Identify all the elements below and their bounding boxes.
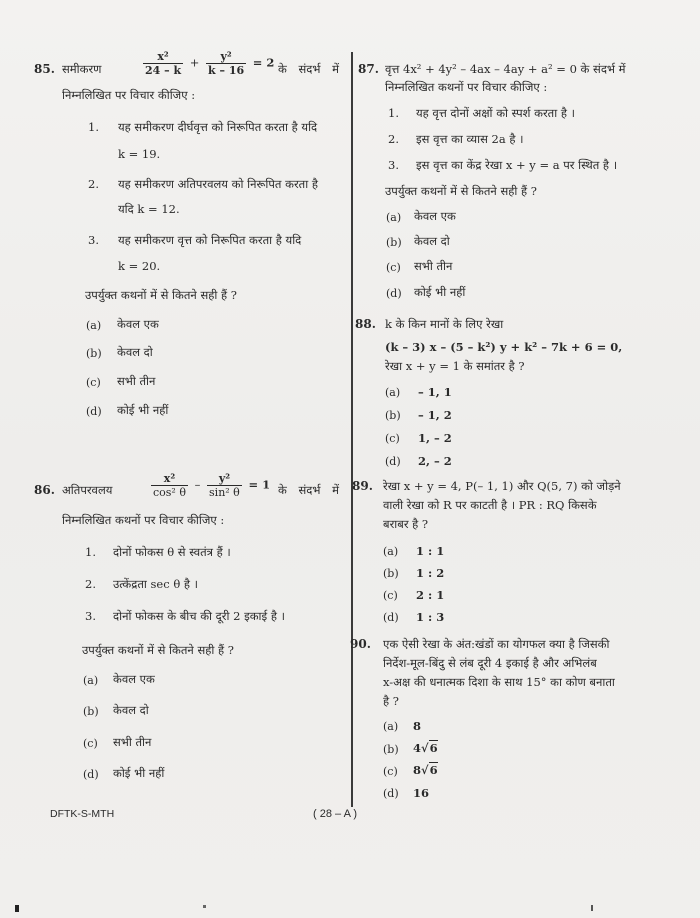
question-text-line: x-अक्ष की धनात्मक दिशा के साथ 15° का कोण बनाता (383, 675, 615, 689)
statement-number: 2. (88, 177, 99, 191)
option-b[interactable]: 4√6 (413, 741, 438, 755)
statement-number: 2. (85, 577, 96, 591)
option-letter: (d) (83, 768, 99, 781)
option-letter: (a) (383, 720, 399, 733)
option-c[interactable]: सभी तीन (414, 259, 453, 273)
option-letter: (d) (86, 405, 102, 418)
option-letter: (c) (383, 589, 398, 602)
question-text-line: वाली रेखा को R पर काटती है । PR : RQ किसके (383, 498, 597, 512)
fraction: $\frac{\text{x²}}{\text{cos² θ}}$ (153, 472, 186, 499)
question-number: 90. (350, 637, 371, 651)
question-prompt: उपर्युक्त कथनों में से कितने सही हैं ? (385, 184, 537, 198)
option-letter: (b) (383, 743, 399, 756)
fraction: $\frac{\text{y²}}{k - 16}$ (208, 50, 245, 77)
question-text-line: एक ऐसी रेखा के अंत:खंडों का योगफल क्या है जिसकी (383, 637, 610, 651)
statement-text: उत्केंद्रता sec θ है । (113, 577, 199, 591)
paper-code: DFTK-S-MTH (50, 808, 115, 820)
sqrt-symbol: √ (421, 741, 429, 755)
question-intro-line: निम्नलिखित कथनों पर विचार कीजिए : (385, 80, 548, 94)
option-b[interactable]: केवल दो (113, 703, 149, 717)
scan-mark (15, 905, 19, 912)
option-b[interactable]: 1 : 2 (416, 566, 445, 580)
question-number: 85. (34, 62, 55, 76)
page-number: ( 28 – A ) (313, 808, 358, 820)
option-c[interactable]: 8√6 (413, 763, 438, 777)
option-letter: (b) (86, 347, 102, 360)
option-a[interactable]: केवल एक (414, 209, 456, 223)
question-intro-line: निम्नलिखित कथनों पर विचार कीजिए : (62, 513, 225, 527)
option-letter: (d) (383, 611, 399, 624)
statement-number: 1. (388, 106, 399, 120)
question-intro-prefix: अतिपरवलय (62, 483, 113, 497)
option-b[interactable]: – 1, 2 (418, 408, 452, 422)
option-d[interactable]: 2, – 2 (418, 454, 452, 468)
statement-text: इस वृत्त का केंद्र रेखा x + y = a पर स्थित है । (416, 158, 618, 172)
statement-text: k = 20. (118, 259, 161, 273)
question-number: 89. (352, 479, 373, 493)
statement-text: यदि k = 12. (118, 202, 180, 216)
statement-text: यह समीकरण दीर्घवृत्त को निरूपित करता है यदि (118, 120, 318, 134)
question-number: 87. (358, 62, 379, 76)
option-letter: (a) (83, 674, 99, 687)
option-letter: (a) (385, 386, 401, 399)
statement-number: 3. (85, 609, 96, 623)
question-text-line: है ? (383, 694, 399, 708)
statement-text: दोनों फोकस के बीच की दूरी 2 इकाई है । (113, 609, 285, 623)
option-letter: (b) (386, 236, 402, 249)
question-text-line: निर्देश-मूल-बिंदु से लंब दूरी 4 इकाई है और अभिलंब (383, 656, 597, 670)
option-d[interactable]: 16 (413, 786, 430, 800)
equation: $\frac{\text{x²}}{24 - k}$ + $\frac{\text{y²}}{k - 16}$ = 2 (145, 50, 275, 77)
option-letter: (b) (383, 567, 399, 580)
option-b[interactable]: केवल दो (117, 345, 153, 359)
statement-text: यह समीकरण अतिपरवलय को निरूपित करता है (118, 177, 318, 191)
option-a[interactable]: 1 : 1 (416, 544, 445, 558)
option-d[interactable]: कोई भी नहीं (414, 285, 466, 299)
option-c[interactable]: 2 : 1 (416, 588, 445, 602)
option-letter: (b) (385, 409, 401, 422)
question-intro-line: वृत्त 4x² + 4y² – 4ax – 4ay + a² = 0 के संदर्भ में (385, 62, 626, 76)
question-text-line: रेखा x + y = 1 के समांतर है ? (385, 359, 525, 373)
option-c[interactable]: 1, – 2 (418, 431, 452, 445)
option-letter: (a) (383, 545, 399, 558)
question-number: 88. (355, 317, 376, 331)
question-prompt: उपर्युक्त कथनों में से कितने सही हैं ? (82, 643, 234, 657)
statement-number: 1. (88, 120, 99, 134)
option-a[interactable]: केवल एक (113, 672, 155, 686)
option-letter: (c) (83, 737, 98, 750)
statement-text: k = 19. (118, 147, 161, 161)
question-prompt: उपर्युक्त कथनों में से कितने सही हैं ? (85, 288, 237, 302)
option-b[interactable]: केवल दो (414, 234, 450, 248)
equation: $\frac{\text{x²}}{\text{cos² θ}}$ – $\frac{\text{y²}}{\text{sin² θ}}$ = 1 (153, 472, 271, 499)
option-c[interactable]: सभी तीन (117, 374, 156, 388)
option-letter: (a) (386, 211, 402, 224)
option-d[interactable]: कोई भी नहीं (117, 403, 169, 417)
statement-number: 3. (88, 233, 99, 247)
option-letter: (c) (86, 376, 101, 389)
scan-mark (203, 905, 206, 908)
statement-text: यह वृत्त दोनों अक्षों को स्पर्श करता है । (416, 106, 575, 120)
option-letter: (c) (385, 432, 400, 445)
question-intro-suffix: के संदर्भ में (278, 62, 339, 76)
statement-text: दोनों फोकस θ से स्वतंत्र हैं । (113, 545, 231, 559)
option-c[interactable]: सभी तीन (113, 735, 152, 749)
option-d[interactable]: कोई भी नहीं (113, 766, 165, 780)
option-letter: (d) (385, 455, 401, 468)
question-intro-suffix: के संदर्भ में (278, 483, 339, 497)
option-letter: (d) (383, 787, 399, 800)
option-a[interactable]: 8 (413, 719, 422, 733)
option-a[interactable]: केवल एक (117, 317, 159, 331)
statement-text: इस वृत्त का व्यास 2a है । (416, 132, 524, 146)
fraction: $\frac{\text{y²}}{\text{sin² θ}}$ (209, 472, 240, 499)
question-intro-line: निम्नलिखित पर विचार कीजिए : (62, 88, 196, 102)
option-letter: (c) (383, 765, 398, 778)
statement-text: यह समीकरण वृत्त को निरूपित करता है यदि (118, 233, 302, 247)
sqrt-symbol: √ (421, 763, 429, 777)
column-divider (351, 52, 353, 807)
statement-number: 3. (388, 158, 399, 172)
option-letter: (d) (386, 287, 402, 300)
option-a[interactable]: – 1, 1 (418, 385, 452, 399)
fraction: $\frac{\text{x²}}{24 - k}$ (145, 50, 182, 77)
statement-number: 2. (388, 132, 399, 146)
question-text-line: बराबर है ? (383, 517, 429, 531)
question-text-line: k के किन मानों के लिए रेखा (385, 317, 504, 331)
option-letter: (a) (86, 319, 102, 332)
option-letter: (c) (386, 261, 401, 274)
option-letter: (b) (83, 705, 99, 718)
statement-number: 1. (85, 545, 96, 559)
question-intro-prefix: समीकरण (62, 62, 102, 76)
scan-mark (591, 905, 593, 911)
question-text-line: (k – 3) x – (5 – k²) y + k² – 7k + 6 = 0, (385, 340, 623, 354)
question-number: 86. (34, 483, 55, 497)
question-text-line: रेखा x + y = 4, P(– 1, 1) और Q(5, 7) को जोड़ने (383, 479, 621, 493)
option-d[interactable]: 1 : 3 (416, 610, 445, 624)
